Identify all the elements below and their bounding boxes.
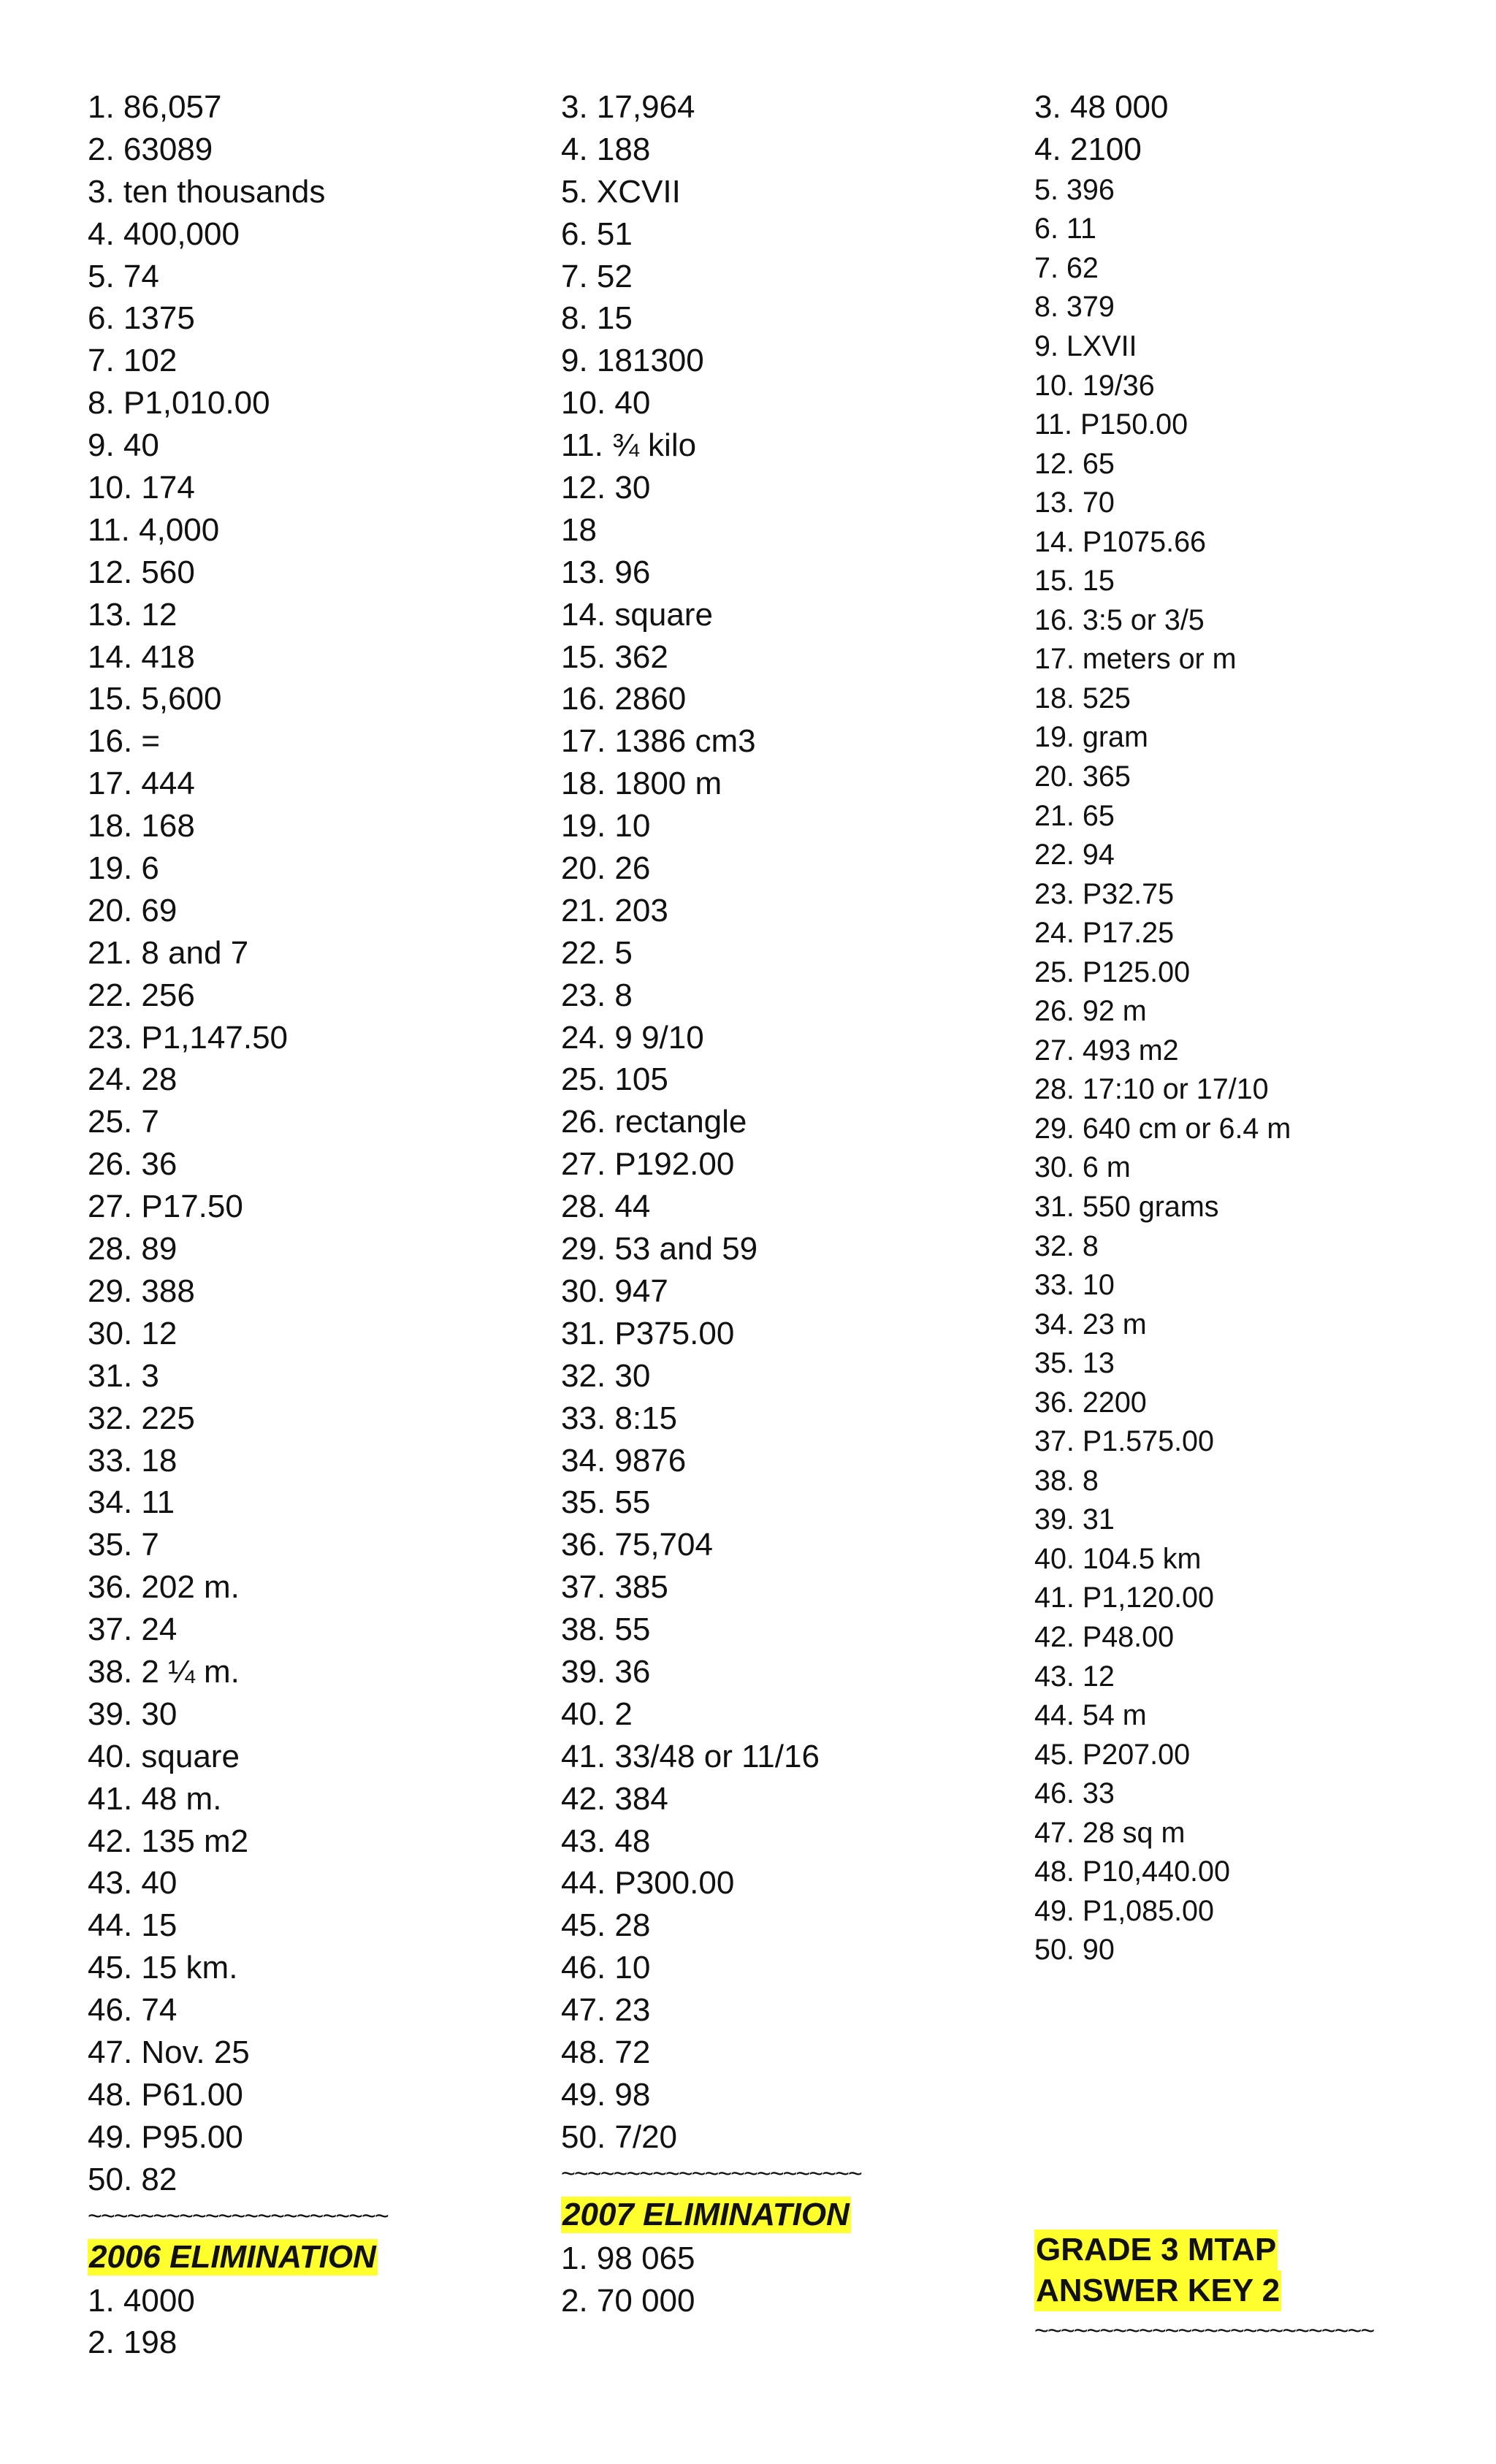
answer-item: 24. P17.25 <box>1034 917 1175 950</box>
answer-item: 31. P375.00 <box>561 1315 735 1351</box>
answer-item: 47. 28 sq m <box>1034 1816 1186 1849</box>
answer-item: 3. 48 000 <box>1034 89 1169 125</box>
answer-item: 31. 550 grams <box>1034 1191 1219 1223</box>
answer-item: 34. 23 m <box>1034 1308 1147 1340</box>
answer-item: 38. 8 <box>1034 1464 1099 1497</box>
answer-item: 17. 1386 cm3 <box>561 723 756 760</box>
answer-item: 41. 33/48 or 11/16 <box>561 1738 820 1774</box>
answer-item: 47. 23 <box>561 1992 651 2029</box>
answer-key-title <box>1034 2230 1373 2343</box>
answer-item: 11. P150.00 <box>1034 408 1188 441</box>
answer-item: 29. 640 cm or 6.4 m <box>1034 1112 1291 1145</box>
answer-item: 15. 362 <box>561 638 668 675</box>
answer-item: 41. P1,120.00 <box>1034 1582 1214 1614</box>
answer-item: 30. 12 <box>88 1315 178 1351</box>
answer-item: 2. 63089 <box>88 131 213 167</box>
answer-item: 34. 11 <box>88 1484 175 1521</box>
answer-item: 23. P32.75 <box>1034 877 1175 910</box>
answer-item: 9. 181300 <box>561 343 704 379</box>
answer-item: 40. square <box>88 1738 240 1774</box>
answer-column-3 <box>1034 86 1291 1970</box>
answer-item: 50. 90 <box>1034 1934 1115 1967</box>
answer-item: 26. 36 <box>88 1146 178 1183</box>
answer-item: 21. 65 <box>1034 799 1115 832</box>
answer-item: 43. 12 <box>1034 1660 1115 1693</box>
answer-item: 16. 3:5 or 3/5 <box>1034 603 1205 636</box>
answer-item: 40. 104.5 km <box>1034 1542 1202 1575</box>
answer-item: 24. 9 9/10 <box>561 1019 704 1056</box>
answer-item: 11. 4,000 <box>88 511 220 548</box>
answer-item: 17. 444 <box>88 766 195 802</box>
answer-item: 18. 525 <box>1034 682 1131 714</box>
section-title-2006: 2006 ELIMINATION <box>89 2238 376 2275</box>
answer-item: 18 <box>561 511 597 548</box>
answer-item: 17. meters or m <box>1034 643 1237 676</box>
answer-item: 22. 256 <box>88 977 195 1013</box>
answer-item: 13. 70 <box>1034 487 1115 519</box>
answer-item: 27. 493 m2 <box>1034 1034 1179 1067</box>
answer-item: 7. 52 <box>561 258 633 294</box>
answer-item: 36. 75,704 <box>561 1527 713 1563</box>
answer-item: 35. 7 <box>88 1527 159 1563</box>
answer-item: 21. 8 and 7 <box>88 934 249 971</box>
answer-item: 20. 365 <box>1034 760 1131 793</box>
answer-item: 29. 53 and 59 <box>561 1231 758 1267</box>
answer-item: 10. 19/36 <box>1034 369 1155 402</box>
answer-item: 46. 33 <box>1034 1777 1115 1810</box>
answer-item: 46. 74 <box>88 1992 178 2029</box>
answer-item: 47. Nov. 25 <box>88 2034 250 2070</box>
answer-item: 30. 947 <box>561 1273 668 1309</box>
answer-item: 9. 40 <box>88 427 159 464</box>
answer-item: 49. P1,085.00 <box>1034 1894 1214 1927</box>
answer-item: 14. 418 <box>88 638 195 675</box>
answer-item: 28. 89 <box>88 1231 178 1267</box>
answer-item: 45. 15 km. <box>88 1950 238 1986</box>
answer-item: 48. 72 <box>561 2034 651 2070</box>
answer-item: 10. 40 <box>561 385 651 422</box>
answer-item: 26. 92 m <box>1034 995 1147 1028</box>
section-answer-list <box>88 2280 388 2365</box>
answer-item: 32. 30 <box>561 1357 651 1394</box>
answer-item: 14. square <box>561 596 713 633</box>
answer-item: 26. rectangle <box>561 1104 747 1140</box>
answer-column-1 <box>88 86 388 2364</box>
answer-item: 4. 2100 <box>1034 131 1142 167</box>
answer-item: 11. ¾ kilo <box>561 427 697 464</box>
answer-item: 42. 384 <box>561 1780 668 1817</box>
answer-list-large <box>1034 86 1291 171</box>
answer-item: 2. 198 <box>88 2324 178 2361</box>
answer-item: 14. P1075.66 <box>1034 525 1207 558</box>
answer-item: 37. 24 <box>88 1611 178 1648</box>
answer-item: 23. P1,147.50 <box>88 1019 289 1056</box>
answer-item: 39. 31 <box>1034 1503 1115 1536</box>
answer-item: 27. P192.00 <box>561 1146 735 1183</box>
answer-item: 43. 40 <box>88 1865 178 1902</box>
answer-item: 36. 2200 <box>1034 1386 1147 1419</box>
answer-item: 21. 203 <box>561 892 668 928</box>
answer-item: 1. 98 065 <box>561 2240 695 2276</box>
answer-item: 33. 10 <box>1034 1269 1115 1302</box>
answer-item: 22. 94 <box>1034 839 1115 871</box>
answer-item: 8. P1,010.00 <box>88 385 270 422</box>
answer-item: 3. 17,964 <box>561 89 695 125</box>
answer-item: 45. 28 <box>561 1907 651 1944</box>
title-line-2: ANSWER KEY 2 <box>1034 2270 1281 2311</box>
answer-item: 19. 10 <box>561 808 651 844</box>
answer-item: 28. 44 <box>561 1189 651 1225</box>
answer-item: 7. 102 <box>88 343 178 379</box>
answer-item: 8. 379 <box>1034 291 1115 324</box>
answer-item: 6. 11 <box>1034 213 1096 245</box>
answer-item: 44. P300.00 <box>561 1865 735 1902</box>
answer-item: 45. P207.00 <box>1034 1738 1191 1771</box>
answer-item: 49. 98 <box>561 2076 651 2113</box>
answer-item: 38. 55 <box>561 1611 651 1648</box>
answer-item: 15. 15 <box>1034 565 1115 598</box>
answer-item: 6. 1375 <box>88 300 195 337</box>
answer-item: 25. 7 <box>88 1104 159 1140</box>
answer-item: 9. LXVII <box>1034 329 1137 362</box>
tilde-divider: ~~~~~~~~~~~~~~~~~~~~~~~ <box>561 2159 861 2188</box>
answer-item: 25. P125.00 <box>1034 956 1191 988</box>
answer-item: 15. 5,600 <box>88 681 222 717</box>
answer-item: 12. 65 <box>1034 447 1115 480</box>
answer-item: 46. 10 <box>561 1950 651 1986</box>
answer-item: 25. 105 <box>561 1061 668 1098</box>
answer-item: 16. = <box>88 723 161 760</box>
answer-item: 36. 202 m. <box>88 1569 240 1606</box>
answer-item: 20. 26 <box>561 850 651 887</box>
answer-item: 1. 4000 <box>88 2282 195 2319</box>
answer-item: 44. 54 m <box>1034 1699 1147 1732</box>
title-line-1: GRADE 3 MTAP <box>1034 2230 1278 2270</box>
answer-item: 29. 388 <box>88 1273 195 1309</box>
answer-item: 12. 560 <box>88 554 195 590</box>
answer-item: 13. 12 <box>88 596 178 633</box>
answer-item: 5. 74 <box>88 258 159 294</box>
answer-item: 22. 5 <box>561 934 633 971</box>
answer-item: 19. 6 <box>88 850 159 887</box>
answer-item: 19. gram <box>1034 721 1148 754</box>
answer-item: 34. 9876 <box>561 1442 687 1479</box>
answer-item: 5. XCVII <box>561 173 681 210</box>
answer-item: 50. 82 <box>88 2161 178 2197</box>
answer-item: 4. 188 <box>561 131 651 167</box>
tilde-divider: ~~~~~~~~~~~~~~~~~~~~~~~~~~ <box>1034 2317 1374 2345</box>
answer-item: 33. 8:15 <box>561 1400 678 1436</box>
answer-item: 41. 48 m. <box>88 1780 222 1817</box>
answer-item: 5. 396 <box>1034 173 1115 206</box>
answer-item: 10. 174 <box>88 470 195 506</box>
answer-list <box>1034 171 1291 1970</box>
answer-item: 18. 1800 m <box>561 766 722 802</box>
answer-item: 39. 36 <box>561 1653 651 1690</box>
answer-item: 50. 7/20 <box>561 2118 678 2155</box>
tilde-divider: ~~~~~~~~~~~~~~~~~~~~~~~ <box>88 2202 388 2230</box>
answer-item: 38. 2 ¼ m. <box>88 1653 240 1690</box>
answer-item: 27. P17.50 <box>88 1189 243 1225</box>
answer-item: 6. 51 <box>561 215 633 252</box>
answer-item: 48. P10,440.00 <box>1034 1855 1230 1888</box>
answer-item: 32. 225 <box>88 1400 195 1436</box>
answer-item: 2. 70 000 <box>561 2282 695 2319</box>
answer-item: 35. 13 <box>1034 1347 1115 1380</box>
answer-item: 31. 3 <box>88 1357 159 1394</box>
answer-item: 23. 8 <box>561 977 633 1013</box>
answer-item: 44. 15 <box>88 1907 178 1944</box>
answer-item: 35. 55 <box>561 1484 651 1521</box>
answer-item: 4. 400,000 <box>88 215 240 252</box>
answer-item: 33. 18 <box>88 1442 178 1479</box>
answer-item: 1. 86,057 <box>88 89 222 125</box>
answer-item: 8. 15 <box>561 300 633 337</box>
answer-item: 20. 69 <box>88 892 178 928</box>
answer-list <box>88 86 388 2201</box>
answer-item: 43. 48 <box>561 1823 651 1859</box>
answer-item: 42. P48.00 <box>1034 1621 1175 1654</box>
answer-item: 18. 168 <box>88 808 195 844</box>
answer-item: 42. 135 m2 <box>88 1823 249 1859</box>
answer-item: 3. ten thousands <box>88 173 326 210</box>
answer-item: 28. 17:10 or 17/10 <box>1034 1073 1269 1106</box>
answer-item: 40. 2 <box>561 1696 633 1732</box>
answer-item: 24. 28 <box>88 1061 178 1098</box>
answer-item: 13. 96 <box>561 554 651 590</box>
answer-list <box>561 86 861 2159</box>
answer-item: 7. 62 <box>1034 251 1099 284</box>
answer-item: 37. 385 <box>561 1569 668 1606</box>
answer-column-2 <box>561 86 861 2322</box>
section-answer-list <box>561 2238 861 2322</box>
answer-item: 48. P61.00 <box>88 2076 243 2113</box>
answer-item: 39. 30 <box>88 1696 178 1732</box>
answer-item: 16. 2860 <box>561 681 687 717</box>
answer-item: 12. 30 <box>561 470 651 506</box>
answer-item: 32. 8 <box>1034 1229 1099 1262</box>
section-title-2007: 2007 ELIMINATION <box>562 2196 850 2232</box>
answer-item: 30. 6 m <box>1034 1151 1131 1184</box>
answer-item: 49. P95.00 <box>88 2118 243 2155</box>
answer-item: 37. P1.575.00 <box>1034 1425 1214 1458</box>
